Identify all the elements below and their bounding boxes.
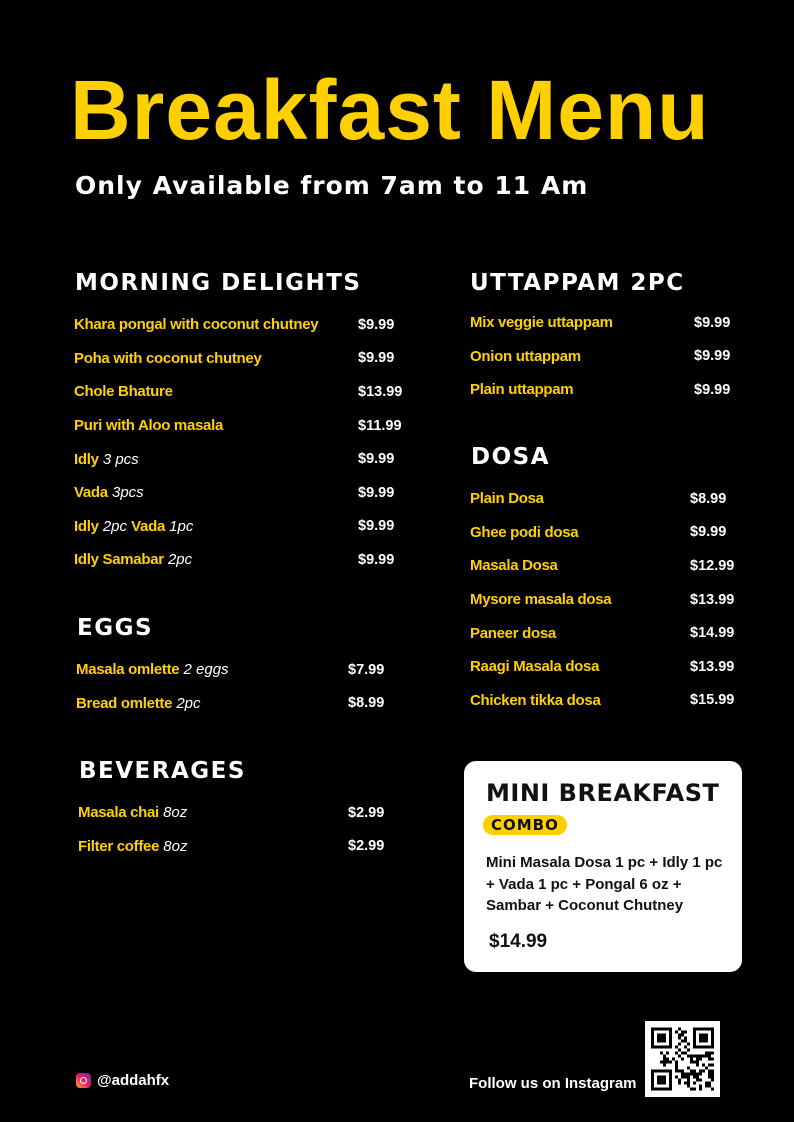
menu-item-name-part: Ghee podi dosa [470, 523, 579, 541]
menu-item-name [470, 557, 558, 574]
menu-item [74, 476, 414, 510]
menu-item [78, 796, 418, 830]
instagram-handle-link[interactable] [76, 1072, 169, 1089]
menu-item-name [470, 381, 573, 398]
menu-item-name [76, 695, 201, 712]
menu-item-price: $9.99 [694, 348, 731, 365]
menu-item-price: $11.99 [358, 417, 402, 434]
follow-text: Follow us on Instagram [469, 1075, 637, 1092]
menu-item [74, 543, 414, 577]
menu-item-name [470, 658, 599, 675]
menu-item-name [74, 383, 173, 400]
menu-item [74, 375, 414, 409]
menu-item-name-part: Filter coffee [78, 837, 160, 855]
menu-list-eggs [76, 653, 416, 720]
menu-item-name [74, 451, 139, 468]
menu-item-name [74, 484, 144, 501]
menu-item [470, 549, 760, 583]
menu-item [470, 482, 760, 516]
combo-badge: COMBO [483, 815, 567, 835]
menu-item-name-part: Masala Dosa [470, 557, 558, 575]
menu-item-price: $15.99 [690, 692, 735, 709]
menu-item [74, 409, 414, 443]
menu-item [76, 653, 416, 687]
menu-item-quantity: 1pc [169, 517, 194, 535]
menu-item-name-part: Poha with coconut chutney [74, 349, 262, 367]
menu-item-name-part: Plain Dosa [470, 490, 544, 508]
menu-item [76, 687, 416, 721]
menu-item-price: $9.99 [358, 350, 395, 367]
menu-list-uttappam [470, 306, 760, 407]
menu-item-name [74, 551, 192, 568]
section-heading-morning: MORNING DELIGHTS [75, 270, 362, 296]
menu-item-name [74, 350, 262, 367]
section-heading-eggs: EGGS [77, 615, 154, 641]
menu-item-name-part: Khara pongal with coconut chutney [74, 316, 319, 334]
menu-list-beverages [78, 796, 418, 863]
menu-item-name [78, 804, 187, 821]
menu-item-price: $13.99 [690, 591, 735, 608]
menu-item [470, 616, 760, 650]
menu-item-name-part: Mysore masala dosa [470, 591, 612, 609]
menu-item-quantity: 2pc [167, 551, 193, 569]
menu-item-name-part: Onion uttappam [470, 347, 581, 365]
menu-item-name [470, 348, 581, 365]
menu-item-quantity: 2 eggs [183, 661, 229, 679]
menu-item-name [76, 661, 229, 678]
menu-item [74, 342, 414, 376]
menu-item-name-part: Vada [131, 517, 165, 535]
menu-item-name-part: Masala omlette [76, 661, 180, 679]
menu-item-price: $14.99 [690, 625, 735, 642]
menu-item-name [470, 490, 544, 507]
menu-item-quantity: 8oz [163, 837, 188, 855]
menu-item-name-part: Mix veggie uttappam [470, 314, 613, 332]
menu-item-price: $13.99 [358, 383, 403, 400]
menu-item [470, 340, 760, 374]
menu-item-price: $12.99 [690, 557, 735, 574]
menu-item [74, 308, 414, 342]
combo-card [464, 761, 742, 972]
menu-item-name-part: Chicken tikka dosa [470, 691, 601, 709]
menu-item-name [470, 314, 613, 331]
menu-item-name [470, 692, 601, 709]
menu-item [78, 830, 418, 864]
instagram-icon [76, 1073, 91, 1088]
menu-item-name [74, 518, 193, 535]
qr-code-icon[interactable] [645, 1021, 720, 1097]
menu-item-name-part: Bread omlette [76, 694, 173, 712]
instagram-handle: @addahfx [97, 1072, 170, 1089]
menu-item-price: $9.99 [694, 314, 731, 331]
menu-item-name-part: Paneer dosa [470, 624, 556, 642]
menu-item-name [470, 591, 611, 608]
menu-item [470, 306, 760, 340]
menu-item [470, 373, 760, 407]
menu-item-quantity: 2pc [102, 517, 127, 535]
menu-item-price: $8.99 [690, 490, 727, 507]
menu-item-name-part: Raagi Masala dosa [470, 658, 600, 676]
menu-item-price: $9.99 [694, 381, 731, 398]
menu-list-morning [74, 308, 414, 577]
menu-item [470, 684, 760, 718]
menu-item-name-part: Idly [74, 517, 99, 535]
menu-item-name-part: Idly [74, 450, 99, 468]
menu-item-price: $9.99 [358, 484, 395, 501]
menu-item-price: $9.99 [358, 316, 395, 333]
menu-item-quantity: 8oz [163, 804, 188, 822]
menu-item-name [74, 417, 223, 434]
menu-item-price: $9.99 [358, 551, 395, 568]
menu-item-price: $8.99 [348, 695, 385, 712]
menu-item-price: $9.99 [358, 451, 395, 468]
menu-list-dosa [470, 482, 760, 717]
menu-item-name-part: Puri with Aloo masala [74, 417, 224, 435]
combo-description: Mini Masala Dosa 1 pc + Idly 1 pc + Vada 1 pc + Pongal 6 oz + Sambar + Coconut Chutney [486, 854, 723, 914]
menu-item-quantity: 2pc [176, 694, 201, 712]
combo-title: MINI BREAKFAST [486, 779, 720, 807]
section-heading-dosa: DOSA [471, 444, 551, 470]
menu-item-name-part: Idly Samabar [74, 551, 164, 569]
menu-item-quantity: 3pcs [112, 484, 144, 502]
menu-item-name-part: Plain uttappam [470, 381, 574, 399]
menu-item [74, 510, 414, 544]
menu-item-name [470, 524, 578, 541]
menu-item-price: $9.99 [358, 518, 395, 535]
menu-item [470, 583, 760, 617]
menu-item-quantity: 3 pcs [102, 450, 139, 468]
menu-item-price: $2.99 [348, 804, 385, 821]
menu-item-price: $7.99 [348, 661, 385, 678]
section-heading-beverages: BEVERAGES [79, 758, 246, 784]
menu-item-name-part: Chole Bhature [74, 383, 173, 401]
menu-item-name [74, 316, 318, 333]
menu-item-name-part: Vada [74, 484, 108, 502]
page-title: Breakfast Menu [70, 63, 710, 157]
menu-item-price: $2.99 [348, 838, 385, 855]
menu-item-name [470, 625, 556, 642]
page-subtitle: Only Available from 7am to 11 Am [75, 171, 589, 200]
menu-item-name-part: Masala chai [78, 804, 159, 822]
menu-item [470, 650, 760, 684]
menu-item [470, 516, 760, 550]
menu-item-price: $9.99 [690, 524, 727, 541]
menu-item [74, 442, 414, 476]
section-heading-uttappam: UTTAPPAM 2PC [470, 270, 685, 296]
menu-item-name [78, 838, 187, 855]
menu-item-price: $13.99 [690, 658, 735, 675]
combo-price: $14.99 [489, 931, 548, 952]
